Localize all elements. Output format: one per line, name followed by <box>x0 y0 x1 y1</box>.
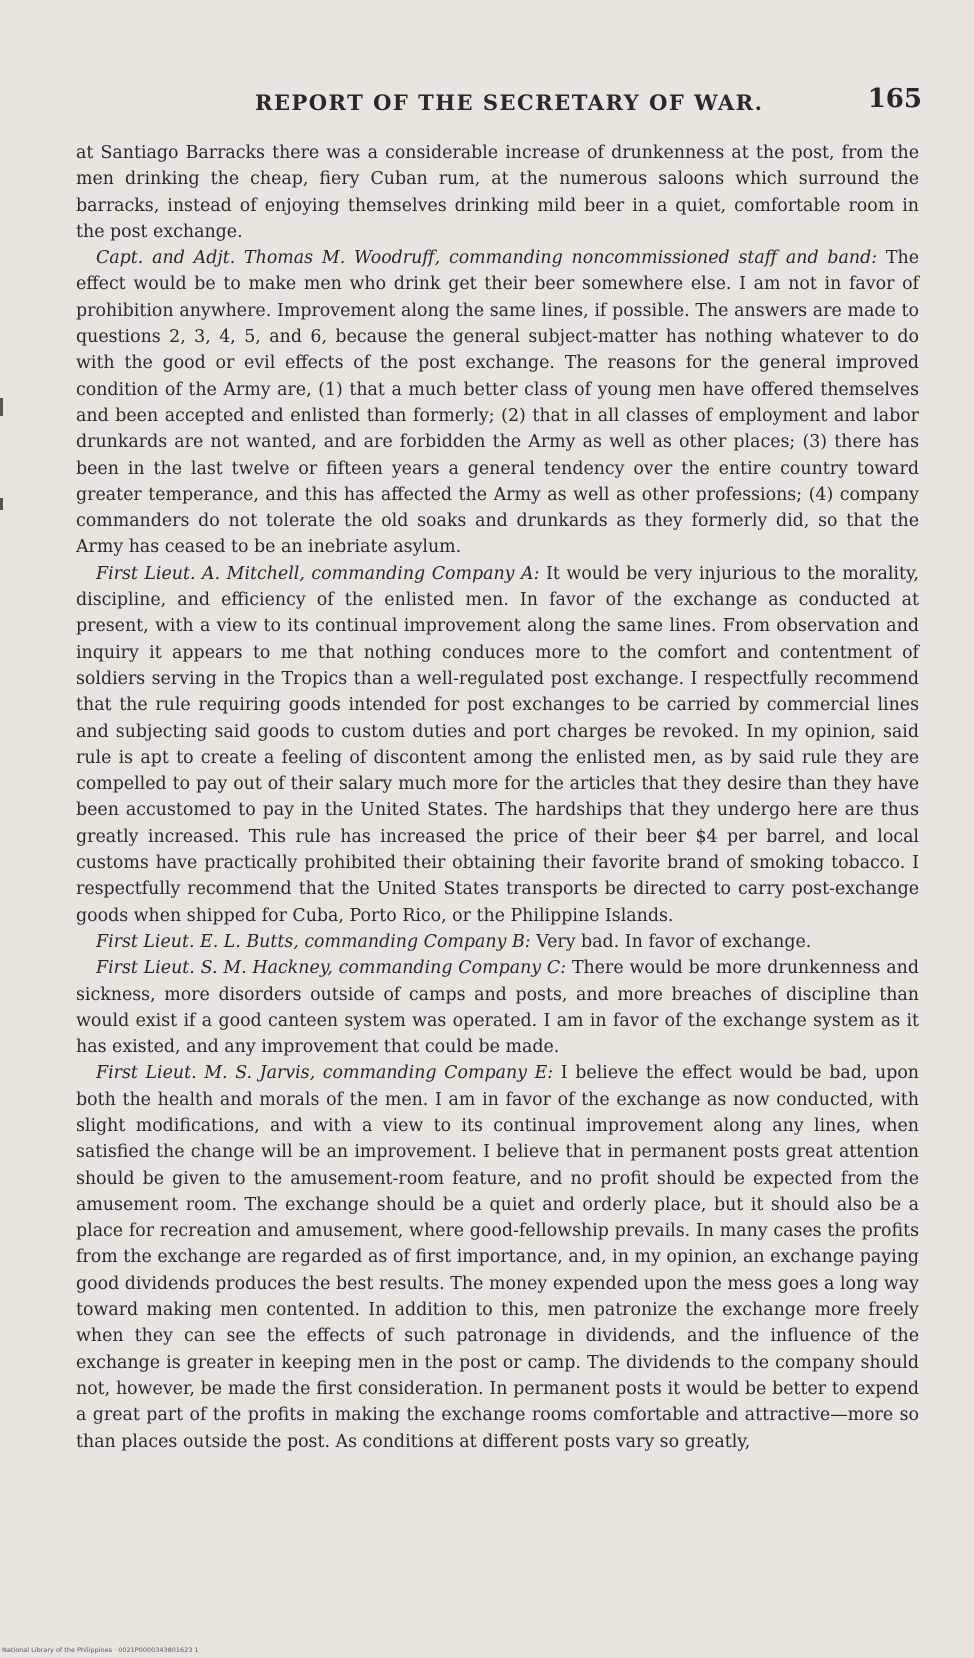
scan-edge-mark <box>0 398 3 416</box>
paragraph <box>76 140 919 245</box>
paragraph <box>76 929 919 955</box>
speaker-label: First Lieut. E. L. Butts, commanding Company B: <box>96 931 531 952</box>
page-header <box>70 84 930 124</box>
paragraph-text: It would be very injurious to the morality, discipline, and efficiency of the enlisted men. In favor of the exchange as conducted at present, with a view to its continual improvement along the same lines. From observation and inquiry it appears to me that nothing conduces more to the comfort and contentment of soldiers serving in the Tropics than a well-regulated post exchange. I respectfully recommend that the rule requiring goods intended for post exchanges to be carried by commercial lines and subjecting said goods to custom duties and port charges be revoked. In my opinion, said rule is apt to create a feeling of discontent among the enlisted men, as by said rule they are compelled to pay out of their salary much more for the articles that they desire than they have been accustomed to pay in the United States. The hardships that they undergo here are thus greatly increased. This rule has increased the price of their beer $4 per barrel, and local customs have practically prohibited their obtaining their favorite brand of smoking tobacco. I respectfully recommend that the United States transports be directed to carry post-exchange goods when shipped for Cuba, Porto Rico, or the Philippine Islands. <box>76 563 919 926</box>
speaker-label: Capt. and Adjt. Thomas M. Woodruff, commanding noncommissioned staff and band: <box>96 248 878 269</box>
paragraph-text: There would be more drunkenness and sickness, more disorders outside of camps and posts, and more breaches of discipline than would exist if a good canteen system was operated. I am in favor of the exchange system as it has existed, and any improvement that could be made. <box>76 958 919 1058</box>
paragraph <box>76 245 919 561</box>
page-number: 165 <box>867 84 922 114</box>
body-text <box>76 140 919 1455</box>
paragraph <box>76 1060 919 1454</box>
paragraph <box>76 561 919 929</box>
scan-edge-mark <box>0 498 3 510</box>
paragraph-text: The effect would be to make men who drink get their beer somewhere else. I am not in favor of prohibition anywhere. Improvement along the same lines, if possible. The answers are made to questions 2, 3, 4, 5, and 6, because the general subject-matter has nothing whatever to do with the good or evil effects of the post exchange. The reasons for the general improved condition of the Army are, (1) that a much better class of young men have offered themselves and been accepted and enlisted than formerly; (2) that in all classes of employment and labor drunkards are not wanted, and are forbidden the Army as well as other places; (3) there has been in the last twelve or fifteen years a general tendency over the entire country toward greater temperance, and this has affected the Army as well as other professions; (4) company commanders do not tolerate the old soaks and drunkards as they formerly did, so that the Army has ceased to be an inebriate asylum. <box>76 248 919 558</box>
library-stamp: National Library of the Philippines · 0021P0000343801623 1 <box>2 1646 199 1654</box>
paragraph-text: at Santiago Barracks there was a considerable increase of drunkenness at the post, from the men drinking the cheap, fiery Cuban rum, at the numerous saloons which surround the barracks, instead of enjoying themselves drinking mild beer in a quiet, comfortable room in the post exchange. <box>76 143 919 242</box>
speaker-label: First Lieut. A. Mitchell, commanding Company A: <box>96 563 540 584</box>
paragraph-text: Very bad. In favor of exchange. <box>530 931 812 952</box>
speaker-label: First Lieut. M. S. Jarvis, commanding Company E: <box>96 1063 554 1084</box>
paragraph <box>76 955 919 1060</box>
running-title: REPORT OF THE SECRETARY OF WAR. <box>255 90 764 115</box>
paragraph-text: I believe the effect would be bad, upon both the health and morals of the men. I am in favor of the exchange as now conducted, with slight modifications, and with a view to its continual improvement along any lines, when satisfied the change will be an improvement. I believe that in permanent posts great attention should be given to the amusement-room feature, and no profit should be expected from the amusement room. The exchange should be a quiet and orderly place, but it should also be a place for recreation and amusement, where good-fellowship prevails. In many cases the profits from the exchange are regarded as of first importance, and, in my opinion, an exchange paying good dividends produces the best results. The money expended upon the mess goes a long way toward making men contented. In addition to this, men patronize the exchange more freely when they can see the effects of such patronage in dividends, and the influence of the exchange is greater in keeping men in the post or camp. The dividends to the company should not, however, be made the first consideration. In permanent posts it would be better to expend a great part of the profits in making the exchange rooms comfortable and attractive—more so than places outside the post. As conditions at different posts vary so greatly, <box>76 1063 919 1452</box>
speaker-label: First Lieut. S. M. Hackney, commanding Company C: <box>96 958 567 979</box>
